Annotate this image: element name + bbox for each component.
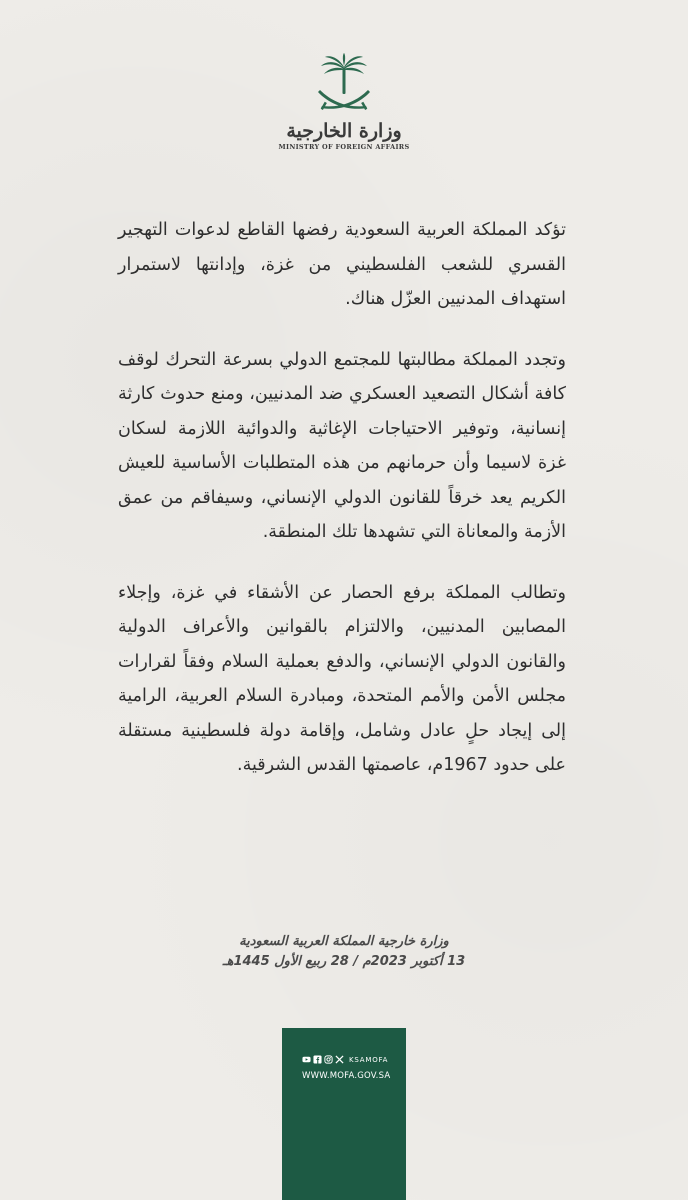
paragraph-1: تؤكد المملكة العربية السعودية رفضها القاطع لدعوات التهجير القسري للشعب الفلسطيني من غزة، وإدانتها لاستمرار استهداف المدنيين العزّل هناك. bbox=[118, 220, 566, 309]
social-row bbox=[302, 1055, 388, 1064]
social-footer-box bbox=[282, 1028, 406, 1200]
website-link[interactable]: WWW.MOFA.GOV.SA bbox=[302, 1071, 391, 1081]
paragraph-2: وتجدد المملكة مطالبتها للمجتمع الدولي بسرعة التحرك لوقف كافة أشكال التصعيد العسكري ضد المدنيين، ومنع حدوث كارثة إنسانية، وتوفير الاحتياجات الإغاثية والدوائية اللازمة لسكان غزة لاسيما وأن حرمانهم من هذه المتطلبات الأساسية للعيش الكريم يعد خرقاً للقانون الدولي الإنساني، وسيفاقم من عمق الأزمة والمعاناة التي تشهدها تلك المنطقة. bbox=[118, 349, 566, 542]
social-handle[interactable]: KSAMOFA bbox=[349, 1055, 389, 1064]
signature-ministry: وزارة خارجية المملكة العربية السعودية bbox=[239, 934, 449, 949]
paragraph-3: وتطالب المملكة برفع الحصار عن الأشقاء في غزة، وإجلاء المصابين المدنيين، والالتزام بالقوانين والأعراف الدولية والقانون الدولي الإنساني، والدفع بعملية السلام وفقاً لقرارات مجلس الأمن والأمم المتحدة، ومبادرة السلام العربية، الرامية إلى إيجاد حلٍ عادل وشامل، وإقامة دولة فلسطينية مستقلة على حدود 1967م، عاصمتها القدس الشرقية. bbox=[118, 582, 566, 775]
x-icon[interactable] bbox=[335, 1055, 344, 1064]
saudi-emblem-palm-swords-icon bbox=[312, 52, 376, 116]
statement-body bbox=[118, 213, 566, 809]
facebook-icon[interactable] bbox=[313, 1055, 322, 1064]
header bbox=[0, 52, 688, 151]
youtube-icon[interactable] bbox=[302, 1055, 311, 1064]
instagram-icon[interactable] bbox=[324, 1055, 333, 1064]
ministry-name-english: MINISTRY OF FOREIGN AFFAIRS bbox=[278, 143, 410, 151]
ministry-name-arabic: وزارة الخارجية bbox=[286, 120, 402, 142]
signature-block bbox=[0, 932, 688, 972]
signature-date: 13 أكتوبر 2023م / 28 ربيع الأول 1445هـ bbox=[222, 954, 466, 969]
